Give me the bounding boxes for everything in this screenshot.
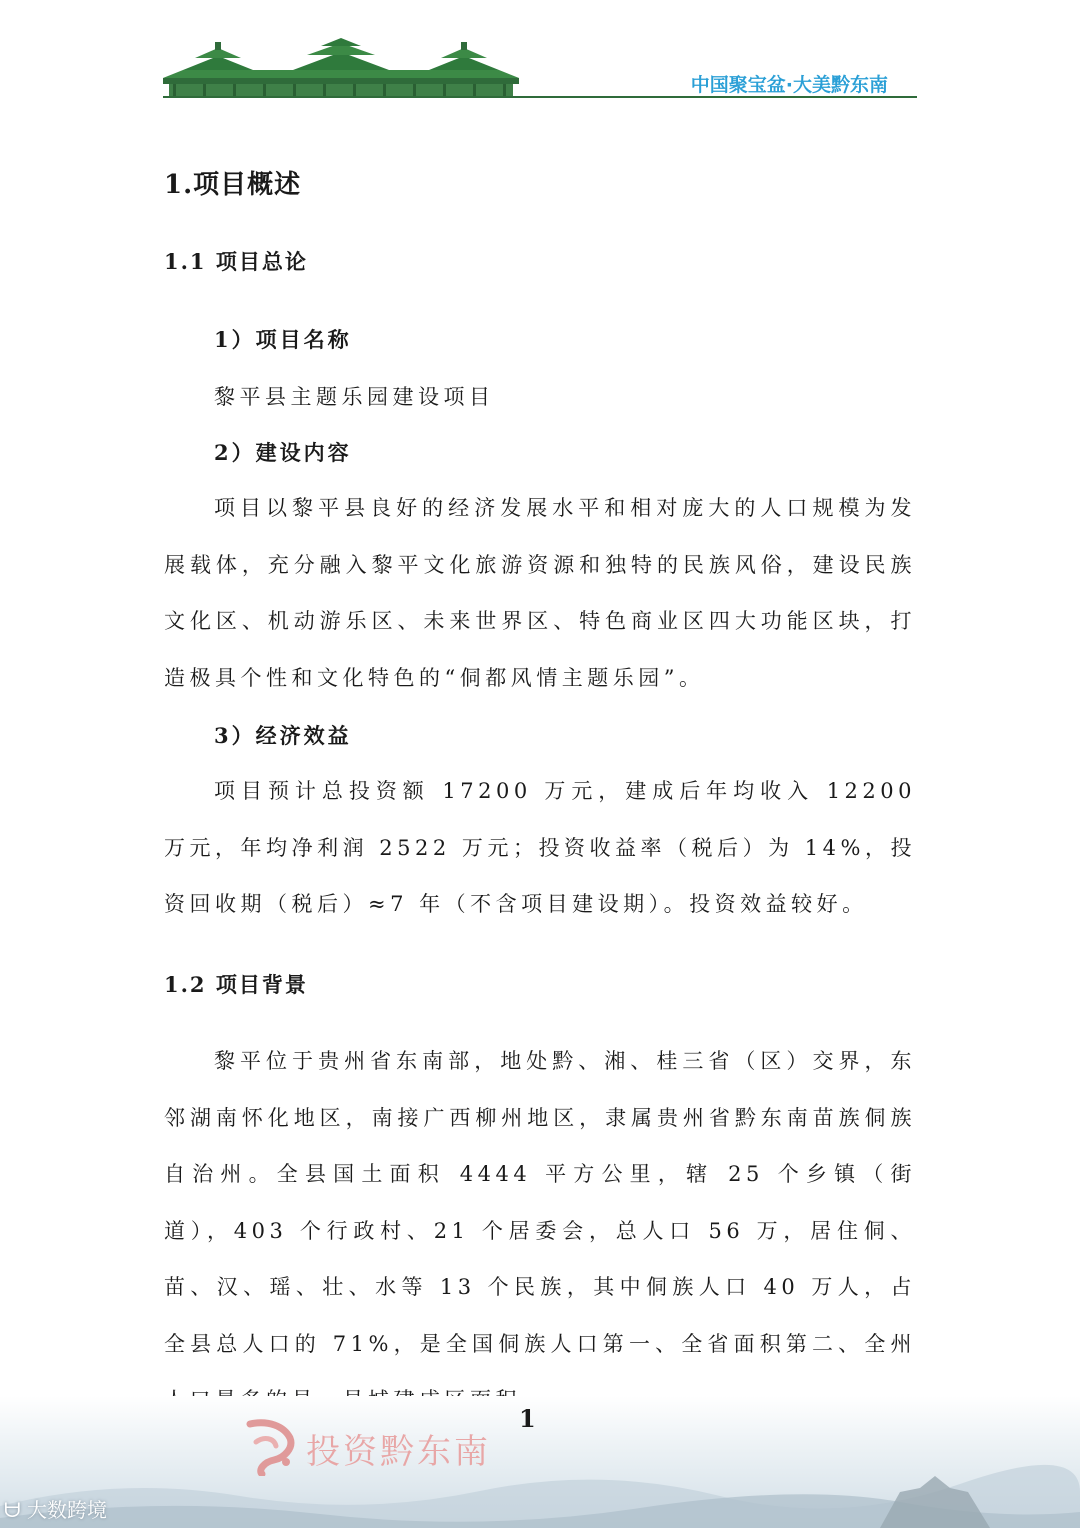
project-name-text: 黎平县主题乐园建设项目	[214, 385, 495, 409]
header-slogan: 中国聚宝盆·大美黔东南	[690, 74, 888, 96]
section-heading-1-2: 1.2 项目背景	[164, 972, 308, 997]
construction-paragraph: 项目以黎平县良好的经济发展水平和相对庞大的人口规模为发展载体，充分融入黎平文化旅游资源和独特的民族风俗，建设民族文化区、机动游乐区、未来世界区、特色商业区四大功能区块，打造极具个性和文化特色的“侗都风情主题乐园”。	[164, 496, 916, 690]
section-heading-1-1: 1.1 项目总论	[164, 249, 308, 274]
item-heading-project-name: 1）项目名称	[214, 327, 352, 352]
background-paragraph: 黎平位于贵州省东南部，地处黔、湘、桂三省（区）交界，东邻湖南怀化地区，南接广西柳州地区，隶属贵州省黔东南苗族侗族自治州。全县国土面积 4444 平方公里，辖 25 个乡镇（街道），403 个行政村、21 个居委会，总人口 56 万，居住侗、苗、汉、瑶、壮、水等 13 个民族，其中侗族人口 40 万人，占全县总人口的 71%，是全国侗族人口第一、全省面积第二、全州	[164, 1049, 916, 1356]
item-heading-construction: 2）建设内容	[214, 440, 352, 465]
brand-logo-icon	[240, 1416, 300, 1476]
header-divider	[163, 96, 917, 98]
header-banner-icon	[163, 38, 519, 98]
watermark-text: 大数跨境	[26, 1498, 107, 1522]
page-title: 1.项目概述	[164, 170, 302, 200]
page-number: 1	[519, 1404, 536, 1433]
footer-brand: 投资黔东南	[306, 1432, 491, 1472]
wechat-ip-icon: ᗨ	[4, 1498, 21, 1522]
watermark	[4, 1494, 107, 1523]
economic-benefit-paragraph: 项目预计总投资额 17200 万元，建成后年均收入 12200 万元，年均净利润 2522 万元；投资收益率（税后）为 14%，投资回收期（税后）≈7 年（不含项目建设期）。投资效益较好。	[164, 779, 916, 916]
footer-landscape-icon	[0, 1396, 1080, 1528]
item-heading-economic-benefit: 3）经济效益	[214, 723, 352, 748]
